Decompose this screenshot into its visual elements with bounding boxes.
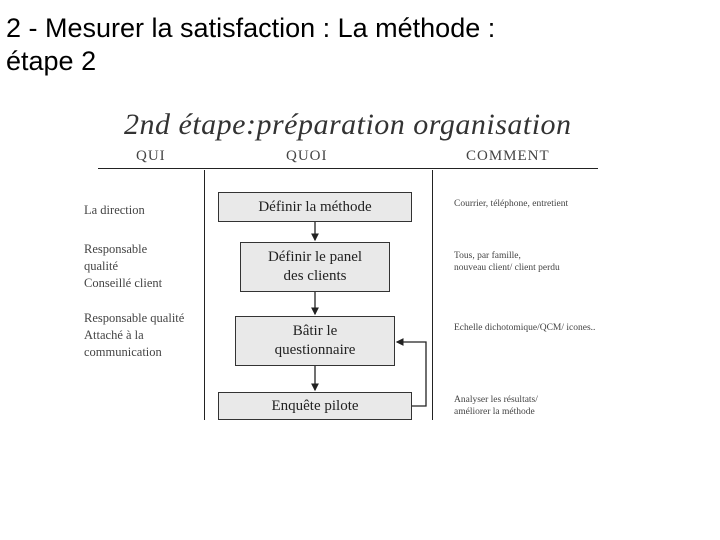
diagram-title: 2nd étape:préparation organisation	[124, 108, 572, 141]
qui-item-responsables-line-3: Conseillé client	[84, 276, 163, 290]
comment-item-analyser	[454, 394, 538, 418]
step-box-panel-line-2: des clients	[283, 268, 347, 284]
step-box-enquete-pilote-label: Enquête pilote	[271, 397, 359, 414]
qui-item-direction-text: La direction	[84, 203, 145, 217]
qui-item-communication-line-2: Attaché à la	[84, 328, 144, 342]
qui-item-communication-line-3: communication	[84, 345, 162, 359]
comment-item-courrier	[454, 198, 568, 210]
comment-item-tous-line-2: nouveau client/ client perdu	[454, 263, 560, 273]
qui-item-responsables-line-2: qualité	[84, 259, 119, 273]
comment-item-tous-line-1: Tous, par famille,	[454, 251, 521, 261]
comment-item-echelle	[454, 322, 595, 334]
column-header-qui: QUI	[136, 148, 166, 164]
step-box-questionnaire-line-2: questionnaire	[274, 342, 356, 358]
comment-item-echelle-text: Echelle dichotomique/QCM/ icones..	[454, 323, 596, 333]
slide-title	[6, 12, 706, 78]
step-box-methode-label: Définir la méthode	[258, 198, 372, 215]
qui-item-responsables-line-1: Responsable	[84, 242, 148, 256]
arrow-feedback-loop	[397, 342, 426, 406]
comment-item-analyser-line-2: améliorer la méthode	[454, 407, 535, 417]
slide-title-line-1: 2 - Mesurer la satisfaction : La méthode :	[6, 13, 496, 43]
qui-item-communication-line-1: Responsable qualité	[84, 311, 185, 325]
column-header-quoi: QUOI	[286, 148, 328, 164]
column-header-comment: COMMENT	[466, 148, 550, 164]
comment-item-tous	[454, 250, 560, 274]
step-box-panel-line-1: Définir le panel	[267, 249, 363, 265]
step-box-questionnaire-line-1: Bâtir le	[292, 323, 338, 339]
comment-item-analyser-line-1: Analyser les résultats/	[454, 395, 538, 405]
comment-item-courrier-text: Courrier, téléphone, entretient	[454, 199, 569, 209]
diagram-figure	[78, 104, 618, 424]
slide-title-line-2: étape 2	[6, 46, 97, 76]
